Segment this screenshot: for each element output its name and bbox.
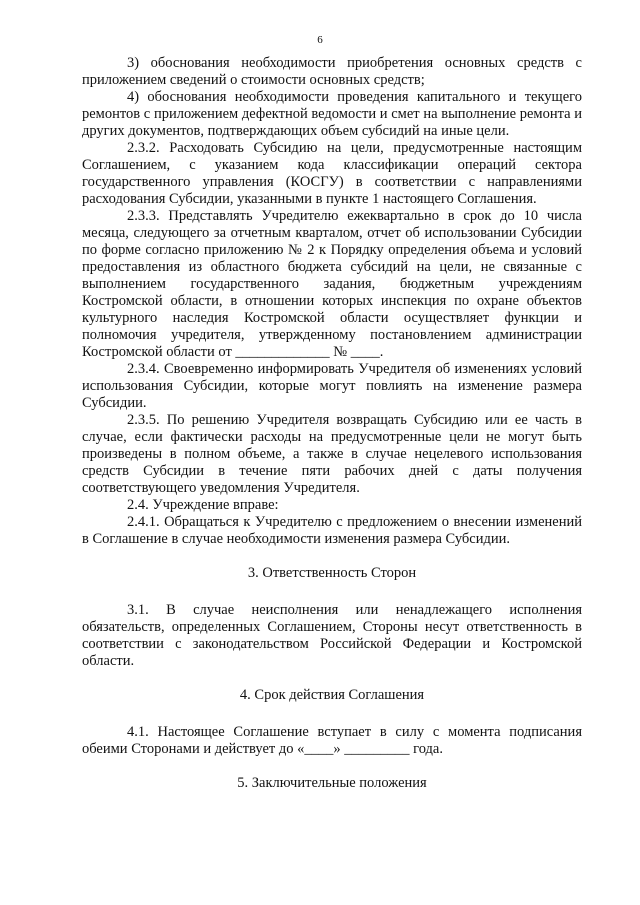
page-number: 6 [317, 34, 323, 46]
section-heading-term: 4. Срок действия Соглашения [239, 687, 425, 703]
paragraph-2-4: 2.4. Учреждение вправе: [127, 497, 279, 513]
spacer [82, 704, 582, 724]
section-heading-responsibility: 3. Ответственность Сторон [247, 565, 417, 581]
paragraph-4-1: 4.1. Настоящее Соглашение вступает в силу с момента подписания обеими Сторонами и действует до «____» _________ года. [82, 724, 582, 757]
paragraph-2-3-3: 2.3.3. Представлять Учредителю ежеквартально в срок до 10 числа месяца, следующего за отчетным кварталом, отчет об использовании Субсидии по форме согласно приложению № 2 к Порядку определения объема и условий предоставления из областного бюджета субсидий на цели, не связанные с выполнением государственного задания, бюджетным учреждениям Костромской области, в отношении которых инспекция по охране объектов культурного наследия Костромской области осуществляет функции и полномочия учредителя, утвержденному постановлением администрации Костромской области от _____________ № ____. [82, 208, 582, 360]
document-body [82, 55, 582, 792]
spacer [82, 758, 582, 775]
paragraph-2-4-1: 2.4.1. Обращаться к Учредителю с предложением о внесении изменений в Соглашение в случае необходимости изменения размера Субсидии. [82, 514, 582, 547]
spacer [82, 670, 582, 687]
spacer [82, 548, 582, 565]
paragraph-2-3-2: 2.3.2. Расходовать Субсидию на цели, предусмотренные настоящим Соглашением, с указанием кода классификации операций сектора государственного управления (КОСГУ) в соответствии с направлениями расходования Субсидии, указанными в пункте 1 настоящего Соглашения. [82, 140, 582, 207]
section-heading-final-provisions: 5. Заключительные положения [237, 775, 427, 791]
spacer [82, 582, 582, 602]
paragraph-2-3-5: 2.3.5. По решению Учредителя возвращать Субсидию или ее часть в случае, если фактически расходы на предусмотренные цели не могут быть произведены в полном объеме, а также в случае нецелевого использования средств Субсидии в течение пяти рабочих дней с даты получения соответствующего уведомления Учредителя. [82, 412, 582, 496]
paragraph-3-justification-fixed-assets: 3) обоснования необходимости приобретения основных средств с приложением сведений о стоимости основных средств; [82, 55, 582, 88]
paragraph-3-1: 3.1. В случае неисполнения или ненадлежащего исполнения обязательств, определенных Соглашением, Стороны несут ответственность в соответствии с законодательством Российской Федерации и Костромской области. [82, 602, 582, 669]
paragraph-2-3-4: 2.3.4. Своевременно информировать Учредителя об изменениях условий использования Субсидии, которые могут повлиять на изменение размера Субсидии. [82, 361, 582, 411]
paragraph-4-justification-repairs: 4) обоснования необходимости проведения капитального и текущего ремонтов с приложением дефектной ведомости и смет на выполнение ремонта и других документов, подтверждающих объем субсидий на иные цели. [82, 89, 582, 139]
